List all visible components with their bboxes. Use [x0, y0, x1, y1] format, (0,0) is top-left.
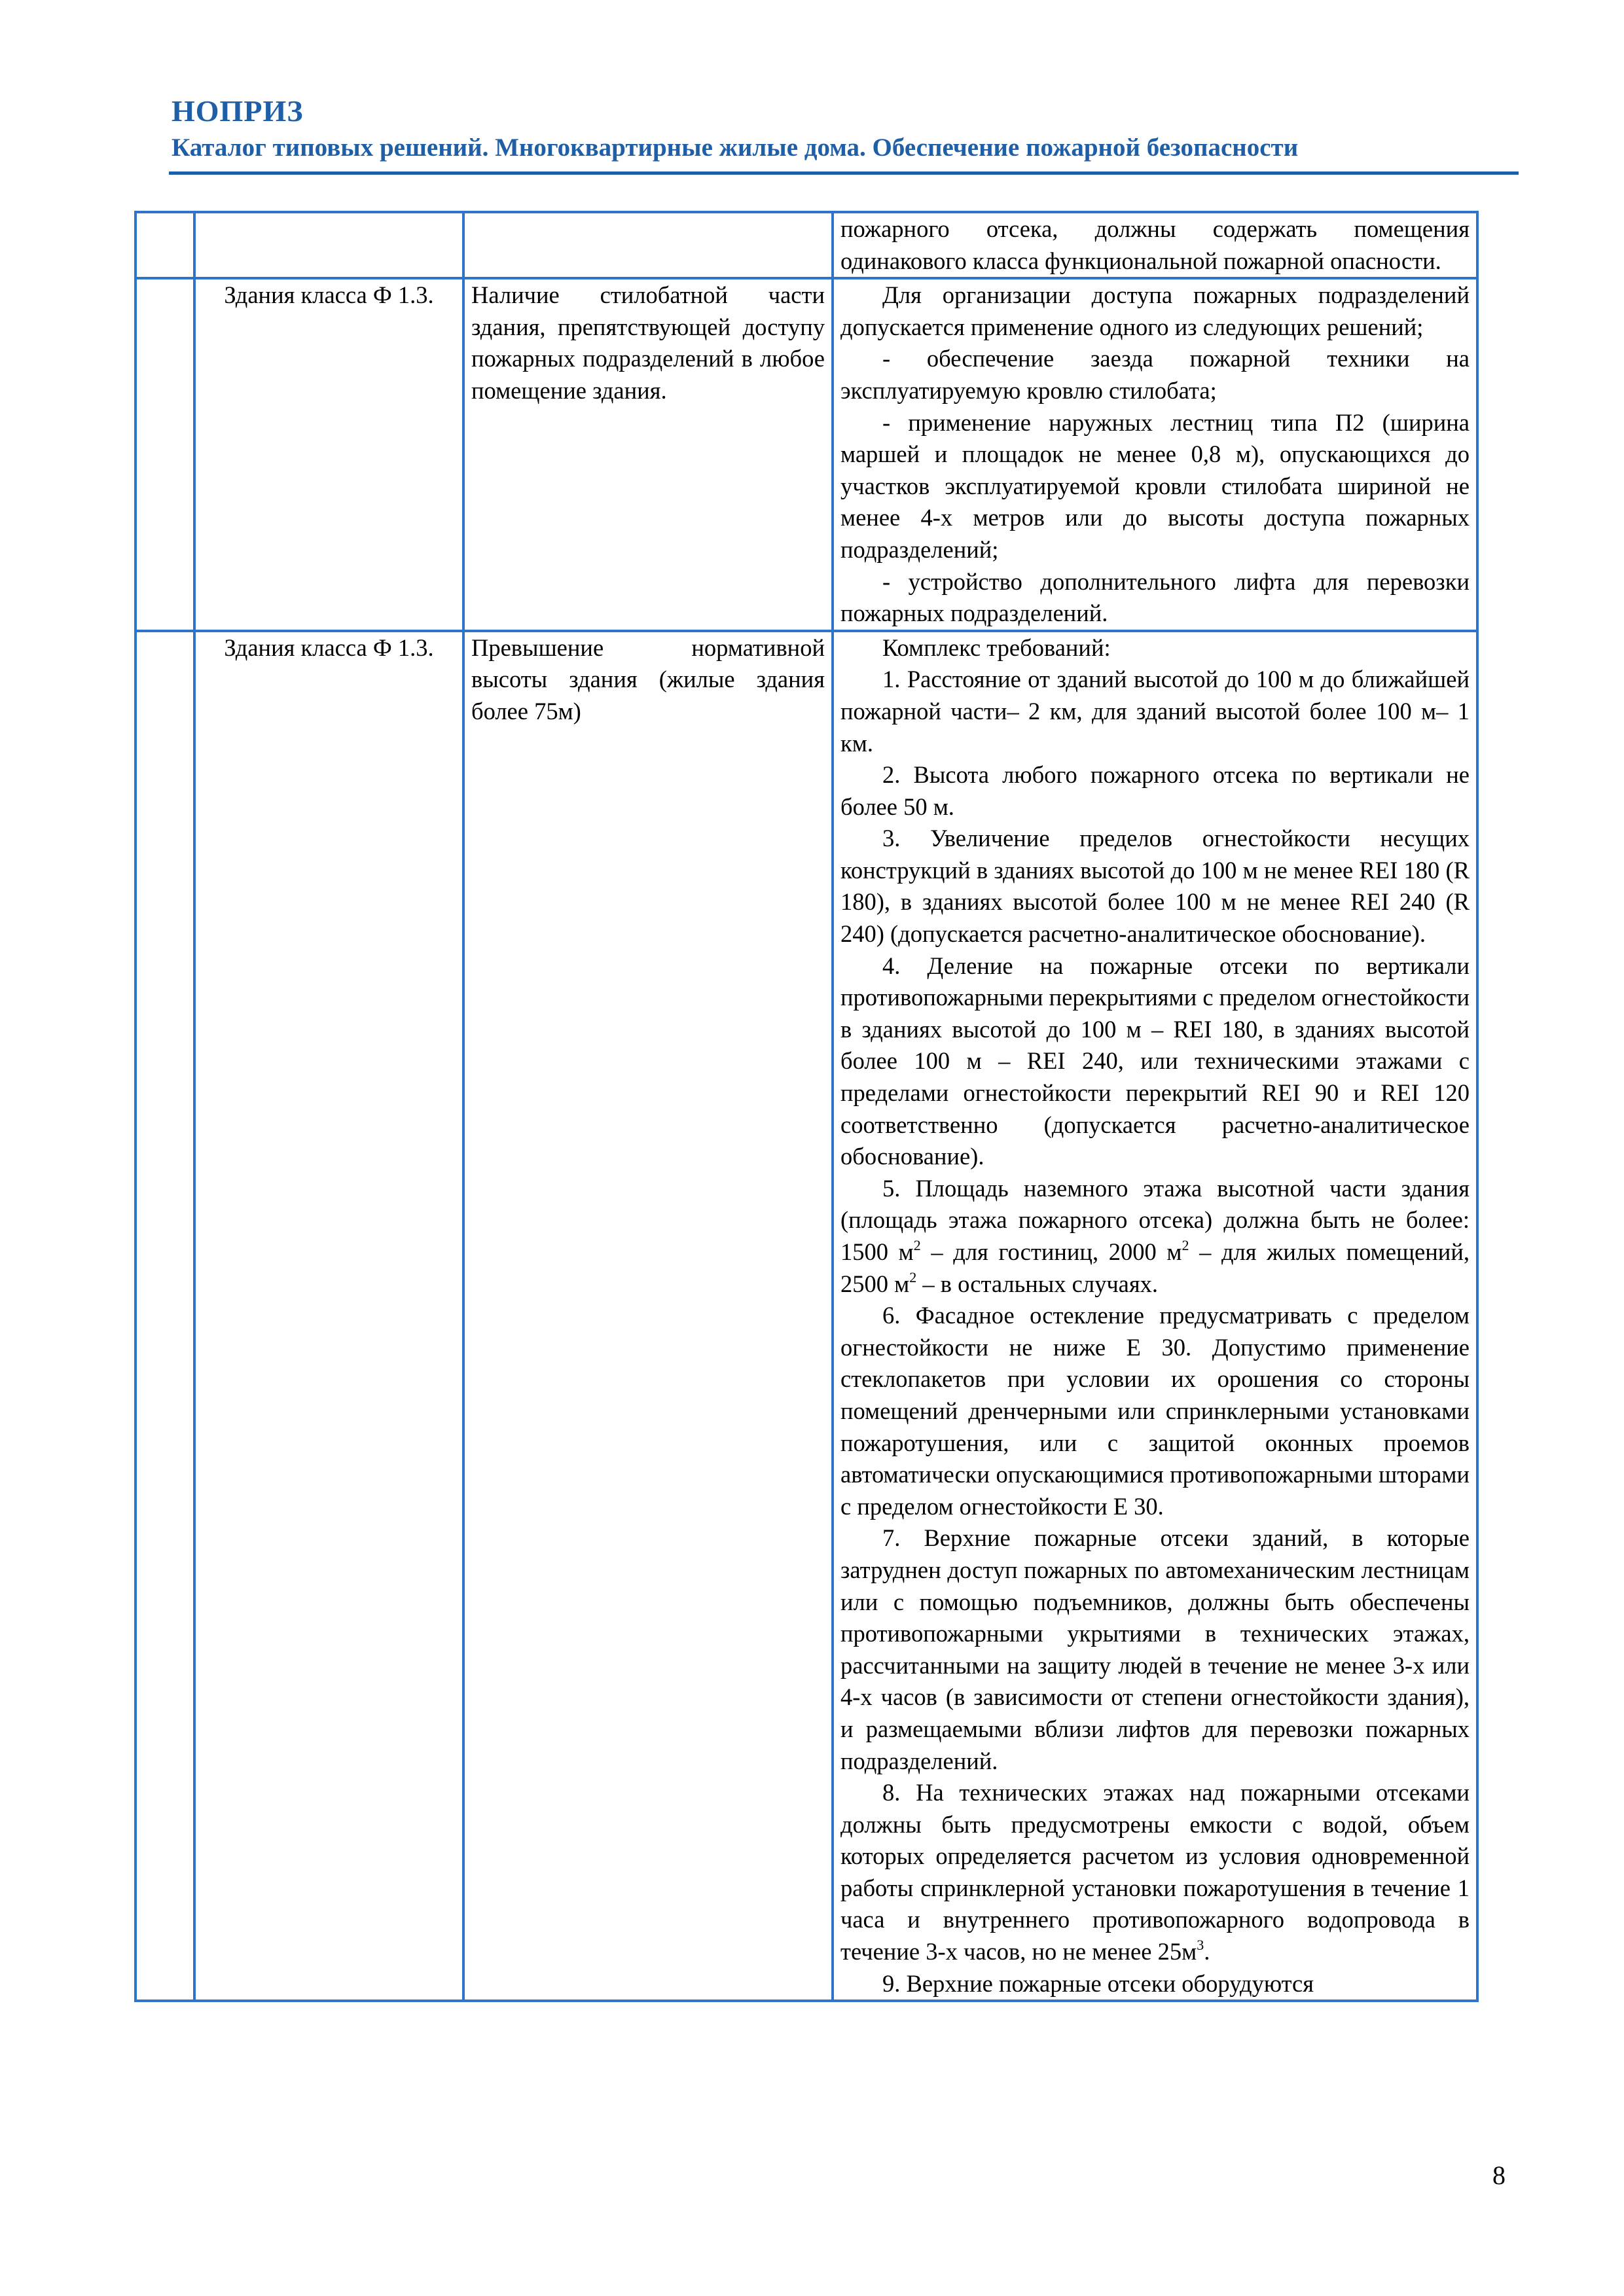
- superscript: 2: [1182, 1237, 1189, 1253]
- paragraph-text: 4. Деление на пожарные отсеки по вертикали противопожарными перекрытиями с пределом огнестойкости в зданиях высотой до 100 м – REI 180, в зданиях высотой более 100 м – REI 240, или техническими этажами с пределами огнестойкости перекрытий REI 90 и REI 120 соответственно (допускается расчетно-аналитическое обоснование).: [840, 952, 1470, 1170]
- row-number-cell: [135, 631, 194, 2001]
- paragraph-text: 7. Верхние пожарные отсеки зданий, в которые затруднен доступ пожарных по автомеханическим лестницам или с помощью подъемников, должны быть обеспечены противопожарными укрытиями в технических этажах, рассчитанными на защиту людей в течение не менее 3-х или 4-х часов (в зависимости от степени огнестойкости здания), и размещаемыми вблизи лифтов для перевозки пожарных подразделений.: [840, 1524, 1470, 1774]
- solution-paragraph: [840, 1968, 1470, 2000]
- paragraph-text: 1. Расстояние от зданий высотой до 100 м до ближайшей пожарной части– 2 км, для зданий высотой более 100 м– 1 км.: [840, 666, 1470, 757]
- page-header: [171, 92, 1513, 165]
- paragraph-text: 5. Площадь наземного этажа высотной части здания (площадь этажа пожарного отсека) должна быть не более: 1500 м: [840, 1174, 1470, 1265]
- paragraph-text: 6. Фасадное остекление предусматривать с пределом огнестойкости не ниже Е 30. Допустимо применение стеклопакетов при условии их орошения со стороны помещений дренчерными или спринклерными установками пожаротушения, или с защитой оконных проемов автоматически опускающимися противопожарными шторами с пределом огнестойкости Е 30.: [840, 1302, 1470, 1520]
- solution-paragraph: [840, 566, 1470, 630]
- superscript: 2: [913, 1237, 921, 1253]
- solution-paragraph: [840, 407, 1470, 566]
- superscript: 2: [909, 1268, 917, 1285]
- building-class-cell: Здания класса Ф 1.3.: [194, 631, 463, 2001]
- requirements-table: [134, 211, 1479, 2002]
- problem-cell: Наличие стилобатной части здания, препятствующей доступу пожарных подразделений в любое помещение здания.: [463, 278, 833, 631]
- solution-cell: [833, 278, 1477, 631]
- paragraph-text: – в остальных случаях.: [916, 1270, 1159, 1297]
- solution-paragraph: [840, 1300, 1470, 1522]
- paragraph-text: – для гостиниц, 2000 м: [920, 1238, 1182, 1265]
- solution-paragraph: [840, 1173, 1470, 1300]
- row-number-cell: [135, 278, 194, 631]
- paragraph-text: Комплекс требований:: [882, 634, 1111, 661]
- solution-paragraph: [840, 823, 1470, 950]
- solution-paragraph: [840, 279, 1470, 343]
- organization-name: НОПРИЗ: [171, 94, 304, 128]
- problem-cell: Превышение нормативной высоты здания (жилые здания более 75м): [463, 631, 833, 2001]
- problem-cell: [463, 212, 833, 278]
- paragraph-text: пожарного отсека, должны содержать помещения одинакового класса функциональной пожарной опасности.: [840, 215, 1470, 274]
- solution-paragraph: [840, 1777, 1470, 1968]
- row-number-cell: [135, 212, 194, 278]
- superscript: 3: [1197, 1937, 1204, 1954]
- solution-cell: [833, 631, 1477, 2001]
- paragraph-text: 8. На технических этажах над пожарными отсеками должны быть предусмотрены емкости с водой, объем которых определяется расчетом из условия одновременной работы спринклерной установки пожаротушения в течение 1 часа и внутреннего противопожарного водопровода в течение 3-х часов, но не менее 25м: [840, 1779, 1470, 1965]
- paragraph-text: .: [1204, 1938, 1210, 1965]
- solution-paragraph: [840, 1522, 1470, 1777]
- table-row: [135, 278, 1477, 631]
- solution-cell: [833, 212, 1477, 278]
- paragraph-text: 3. Увеличение пределов огнестойкости несущих конструкций в зданиях высотой до 100 м не менее REI 180 (R 180), в зданиях высотой более 100 м не менее REI 240 (R 240) (допускается расчетно-аналитическое обоснование).: [840, 825, 1470, 948]
- requirements-table-body: [135, 212, 1477, 2001]
- table-row: [135, 212, 1477, 278]
- paragraph-text: 9. Верхние пожарные отсеки оборудуются: [882, 1969, 1314, 1997]
- paragraph-text: 2. Высота любого пожарного отсека по вертикали не более 50 м.: [840, 761, 1470, 820]
- solution-paragraph: [840, 759, 1470, 823]
- paragraph-text: – для жилых помещений, 2500 м: [840, 1238, 1470, 1297]
- header-divider: [169, 171, 1519, 175]
- table-row: [135, 631, 1477, 2001]
- paragraph-text: Для организации доступа пожарных подразделений допускается применение одного из следующих решений;: [840, 281, 1470, 340]
- paragraph-text: - применение наружных лестниц типа П2 (ширина маршей и площадок не менее 0,8 м), опускающихся до участков эксплуатируемой кровли стилобата шириной не менее 4-х метров или до высоты доступа пожарных подразделений;: [840, 408, 1470, 563]
- paragraph-text: - обеспечение заезда пожарной техники на эксплуатируемую кровлю стилобата;: [840, 345, 1470, 404]
- page-number: 8: [1492, 2161, 1506, 2190]
- solution-paragraph: [840, 213, 1470, 277]
- building-class-cell: Здания класса Ф 1.3.: [194, 278, 463, 631]
- solution-paragraph: [840, 950, 1470, 1173]
- solution-paragraph: [840, 343, 1470, 406]
- building-class-cell: [194, 212, 463, 278]
- solution-paragraph: [840, 632, 1470, 664]
- catalog-title: Каталог типовых решений. Многоквартирные жилые дома. Обеспечение пожарной безопасности: [171, 134, 1299, 162]
- paragraph-text: - устройство дополнительного лифта для перевозки пожарных подразделений.: [840, 567, 1470, 627]
- solution-paragraph: [840, 664, 1470, 759]
